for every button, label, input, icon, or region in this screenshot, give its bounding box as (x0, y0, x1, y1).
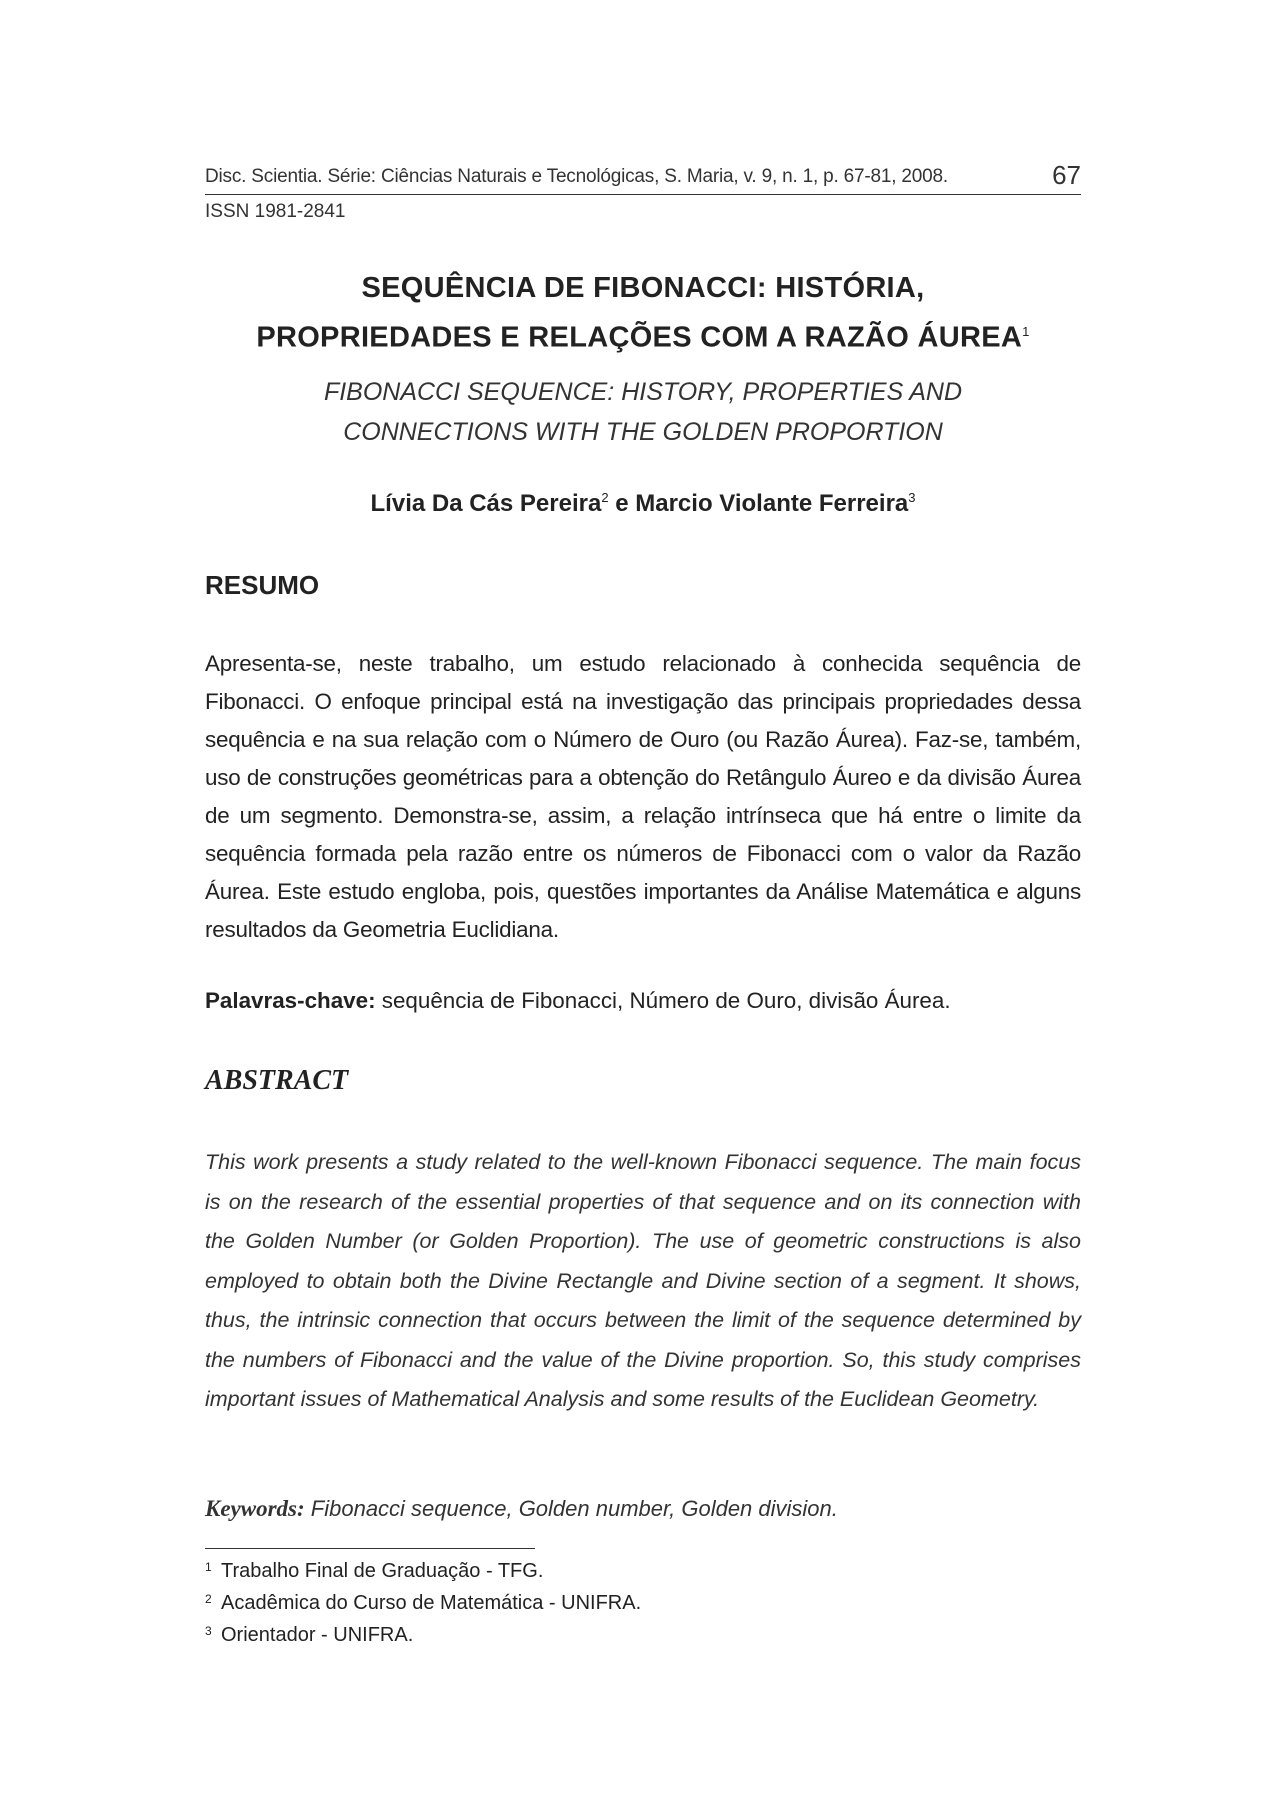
article-title (205, 266, 1081, 360)
resumo-heading: RESUMO (205, 570, 320, 600)
abstract-text: This work presents a study related to the well-known Fibonacci sequence. The main focus is on the research of the essential properties of that sequence and on its connection with the Golden Number (or Golden Proportion). The use of geometric constructions is also employed to obtain both the Divine Rectangle and Divine section of a segment. It shows, thus, the intrinsic connection that occurs between the limit of the sequence determined by the numbers of Fibonacci and the value of the Divine proportion. So, this study comprises important issues of Mathematical Analysis and some results of the Euclidean Geometry. (205, 1150, 1081, 1411)
footnote-3 (205, 1620, 1081, 1652)
footnote-2 (205, 1588, 1081, 1620)
resumo-text: Apresenta-se, neste trabalho, um estudo relacionado à conhecida sequência de Fibonacci. O enfoque principal está na investigação das principais propriedades dessa sequência e na sua relação com o Número de Ouro (ou Razão Áurea). Faz-se, também, uso de construções geométricas para a obtenção do Retângulo Áureo e da divisão Áurea de um segmento. Demonstra-se, assim, a relação intrínseca que há entre o limite da sequência formada pela razão entre os números de Fibonacci com o valor da Razão Áurea. Este estudo engloba, pois, questões importantes da Análise Matemática e alguns resultados da Geometria Euclidiana. (205, 651, 1081, 942)
footnotes (205, 1556, 1081, 1652)
header-line (205, 162, 1081, 195)
footnote-number: 2 (205, 1592, 212, 1606)
author-2: Marcio Violante Ferreira (635, 490, 909, 517)
footnote-rule (205, 1548, 535, 1549)
title-line-2 (205, 310, 1081, 360)
keywords (205, 1496, 1081, 1522)
author-2-ref: 3 (908, 490, 916, 505)
author-connector: e (608, 490, 636, 517)
keywords-label: Keywords: (205, 1496, 305, 1521)
palavras-chave-text: sequência de Fibonacci, Número de Ouro, divisão Áurea. (375, 988, 951, 1013)
author-1-ref: 2 (601, 490, 609, 505)
english-title (205, 372, 1081, 452)
palavras-chave-label: Palavras-chave: (205, 988, 376, 1013)
palavras-chave (205, 988, 1081, 1014)
title-footnote-ref: 1 (1022, 324, 1030, 339)
footnote-number: 1 (205, 1560, 212, 1574)
footnote-text: Orientador - UNIFRA. (221, 1624, 414, 1646)
english-title-line-1: FIBONACCI SEQUENCE: HISTORY, PROPERTIES AND (323, 378, 963, 406)
abstract-heading: ABSTRACT (205, 1065, 349, 1096)
running-header (205, 162, 1081, 223)
issn: ISSN 1981-2841 (205, 201, 346, 222)
authors (205, 490, 1081, 518)
title-line-2-text: PROPRIEDADES E RELAÇÕES COM A RAZÃO ÁUREA (256, 321, 1023, 354)
page-number: 67 (1052, 160, 1081, 190)
title-line-1: SEQUÊNCIA DE FIBONACCI: HISTÓRIA, (361, 272, 925, 304)
keywords-text: Fibonacci sequence, Golden number, Golden division. (304, 1496, 838, 1521)
footnote-text: Trabalho Final de Graduação - TFG. (221, 1560, 544, 1582)
author-1: Lívia Da Cás Pereira (370, 490, 602, 517)
footnote-number: 3 (205, 1624, 212, 1638)
journal-citation: Disc. Scientia. Série: Ciências Naturais e Tecnológicas, S. Maria, v. 9, n. 1, p. 67-81, 2008. (205, 166, 948, 187)
footnote-text: Acadêmica do Curso de Matemática - UNIFRA. (221, 1592, 642, 1614)
english-title-line-2: CONNECTIONS WITH THE GOLDEN PROPORTION (343, 418, 943, 446)
footnote-1 (205, 1556, 1081, 1588)
